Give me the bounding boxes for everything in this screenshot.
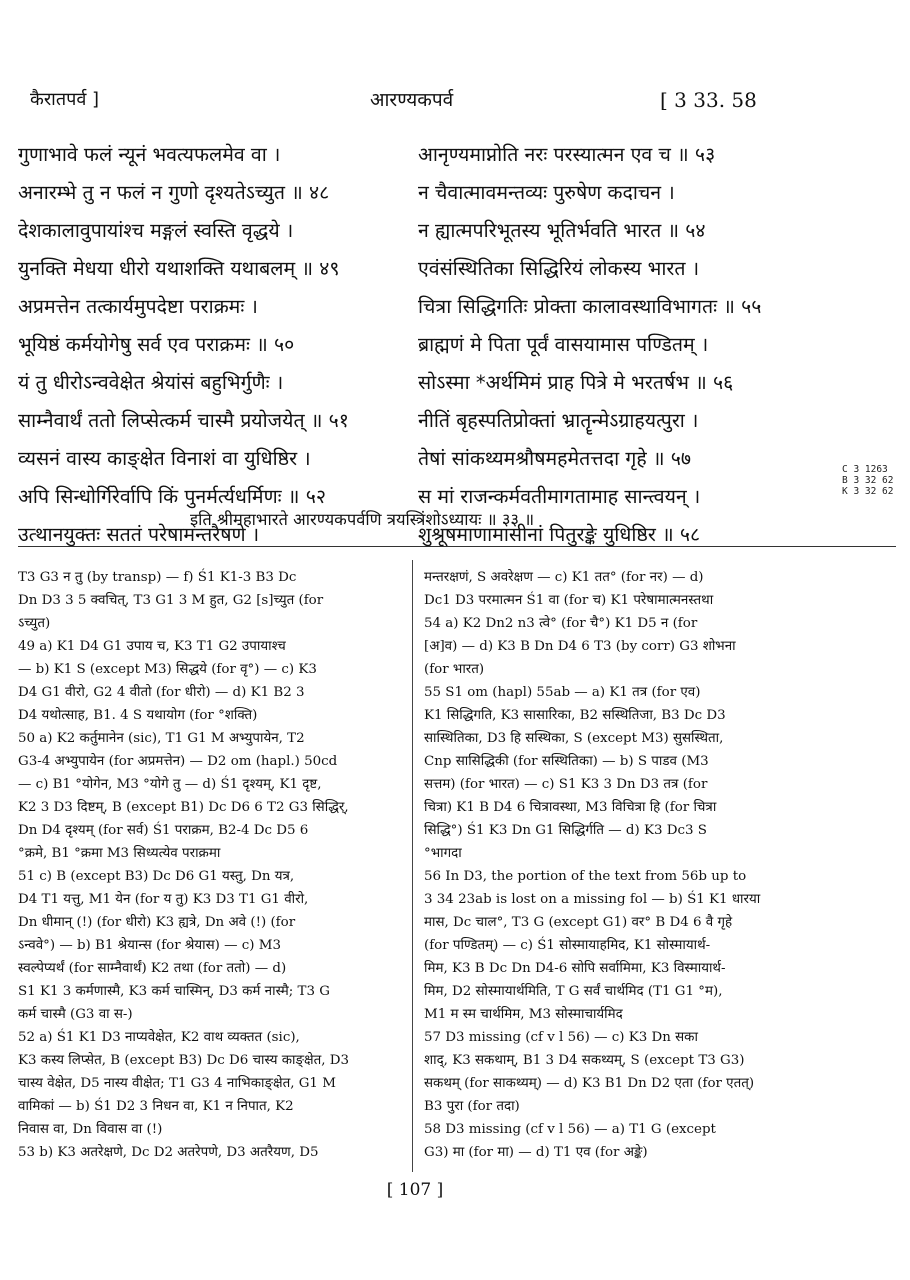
apparatus-line: चित्रा) K1 B D4 6 चित्रावस्था, M3 विचित्रा हि (for चित्रा (424, 800, 717, 815)
apparatus-line: सत्तम) (for भारत) — c) S1 K3 3 Dn D3 तत्र (for (424, 777, 708, 792)
apparatus-line: Dn धीमान् (!) (for धीरो) K3 ह्यत्रे, Dn अवे (!) (for (18, 915, 296, 930)
running-header-title: आरण्यकपर्व (370, 89, 454, 111)
verse-line: अप्रमत्तेन तत्कार्यमुपदेष्टा पराक्रमः । (18, 295, 258, 318)
apparatus-line: D4 G1 वीरो, G2 4 वीतो (for धीरो) — d) K1 B2 3 (18, 685, 305, 700)
apparatus-line: मिम, K3 B Dc Dn D4-6 सोपि सर्वामिमा, K3 विस्मायार्थ- (424, 961, 726, 976)
verse-line: चित्रा सिद्धिगतिः प्रोक्ता कालावस्थाविभागतः ॥ ५५ (418, 295, 762, 318)
apparatus-line: 55 S1 om (hapl) 55ab — a) K1 तत्र (for एव) (424, 685, 701, 700)
verse-line: व्यसनं वास्य काङ्क्षेत विनाशं वा युधिष्ठिर । (18, 447, 311, 470)
apparatus-line: M1 म स्म चार्थमिम, M3 सोस्माचार्यमिद (424, 1007, 623, 1022)
verse-line: अपि सिन्धोर्गिरेर्वापि किं पुनर्मर्त्यधर्मिणः ॥ ५२ (18, 485, 326, 508)
page-number: [ 107 ] (386, 1180, 444, 1200)
apparatus-line: °क्रमे, B1 °क्रमा M3 सिध्यत्येव पराक्रमा (18, 846, 221, 861)
apparatus-line: ऽन्ववे°) — b) B1 श्रेयान्स (for श्रेयास) — c) M3 (18, 938, 281, 953)
chapter-colophon: इति श्रीमहाभारते आरण्यकपर्वणि त्रयस्त्रिंशोऽध्यायः ॥ ३३ ॥ (190, 510, 535, 529)
apparatus-line: मास, Dc चाल°, T3 G (except G1) वर° B D4 6 वै गृहे (424, 915, 733, 930)
apparatus-line: 58 D3 missing (cf v l 56) — a) T1 G (except (424, 1122, 716, 1137)
apparatus-line: K1 सिद्धिगति, K3 सासारिका, B2 सस्थितिजा, B3 Dc D3 (424, 708, 726, 723)
running-header-reference: [ 3 33. 58 (660, 88, 757, 112)
apparatus-line: 51 c) B (except B3) Dc D6 G1 यस्तु, Dn यत्र, (18, 869, 295, 884)
apparatus-line: G3-4 अभ्युपायेन (for अप्रमत्तेन) — D2 om (hapl.) 50cd (18, 754, 338, 769)
apparatus-line: [अ]व) — d) K3 B Dn D4 6 T3 (by corr) G3 शोभना (424, 639, 736, 654)
verse-line: अनारम्भे तु न फलं न गुणो दृश्यतेऽच्युत ॥ ४८ (18, 181, 330, 204)
verse-line: सोऽस्मा *अर्थमिमं प्राह पित्रे मे भरतर्षभ ॥ ५६ (418, 371, 734, 394)
apparatus-line: K2 3 D3 दिष्टम्, B (except B1) Dc D6 6 T2 G3 सिद्धिर्, (18, 800, 349, 815)
apparatus-line: कर्म चास्मै (G3 वा स-) (18, 1007, 133, 1022)
apparatus-column-left (18, 566, 404, 1164)
apparatus-line: 57 D3 missing (cf v l 56) — c) K3 Dn सका (424, 1030, 698, 1045)
apparatus-line: निवास वा, Dn विवास वा (!) (18, 1122, 163, 1137)
apparatus-line: (for पण्डितम्) — c) Ś1 सोस्मायाहमिद, K1 सोस्मायार्थ- (424, 938, 711, 953)
apparatus-line: D4 T1 यत्तु, M1 येन (for य तु) K3 D3 T1 G1 वीरो, (18, 892, 309, 907)
apparatus-line: 52 a) Ś1 K1 D3 नाप्यवेक्षेत, K2 वाथ व्यक्तत (sic), (18, 1030, 300, 1045)
apparatus-line: स्वल्पेप्यर्थं (for साम्नैवार्थं) K2 तथा (for ततो) — d) (18, 961, 287, 976)
horizontal-rule (18, 546, 896, 547)
apparatus-line: °भागदा (424, 846, 462, 861)
verse-line: तेषां सांकथ्यमश्रौषमहमेतत्तदा गृहे ॥ ५७ (418, 447, 692, 470)
apparatus-line: Dn D3 3 5 क्वचित्, T3 G1 3 M हुत, G2 [s]च्युत (for (18, 593, 324, 608)
apparatus-line: ऽच्युत) (18, 616, 51, 631)
apparatus-line: G3) मा (for मा) — d) T1 एव (for अङ्के) (424, 1145, 648, 1160)
apparatus-line: — b) K1 S (except M3) सिद्धये (for वृ°) — c) K3 (18, 662, 317, 677)
apparatus-line: B3 पुरा (for तदा) (424, 1099, 520, 1114)
verse-line: यं तु धीरोऽन्ववेक्षेत श्रेयांसं बहुभिर्गुणैः । (18, 371, 284, 394)
apparatus-line: सकथम् (for साकथ्यम्) — d) K3 B1 Dn D2 एता (for एतत्) (424, 1076, 755, 1091)
verse-line: देशकालावुपायांश्च मङ्गलं स्वस्ति वृद्धये । (18, 219, 294, 242)
apparatus-line: 3 34 23ab is lost on a missing fol — b) Ś1 K1 धारया (424, 892, 761, 907)
apparatus-line: मन्तरक्षणं, S अवरेक्षण — c) K1 तत° (for नर) — d) (424, 570, 704, 585)
verse-line: गुणाभावे फलं न्यूनं भवत्यफलमेव वा । (18, 143, 281, 166)
apparatus-line: (for भारत) (424, 662, 485, 677)
verse-line: साम्नैवार्थं ततो लिप्सेत्कर्म चास्मै प्रयोजयेत् ॥ ५१ (18, 409, 349, 432)
verse-line: भूयिष्ठं कर्मयोगेषु सर्व एव पराक्रमः ॥ ५० (18, 333, 295, 356)
apparatus-line: D4 यथोत्साह, B1. 4 S यथायोग (for °शक्ति) (18, 708, 258, 723)
apparatus-column-right (424, 566, 800, 1164)
verse-line: युनक्ति मेधया धीरो यथाशक्ति यथाबलम् ॥ ४९ (18, 257, 340, 280)
verse-line: शुश्रूषमाणामासीनां पितुरङ्के युधिष्ठिर ॥ ५८ (418, 523, 701, 546)
column-divider (412, 560, 413, 1172)
apparatus-line: चास्य वेक्षेत, D5 नास्य वीक्षेत; T1 G3 4 नाभिकाङ्क्षेत, G1 M (18, 1076, 336, 1091)
verse-line: ब्राह्मणं मे पिता पूर्वं वासयामास पण्डितम् । (418, 333, 709, 356)
apparatus-line: 53 b) K3 अतरेक्षणे, Dc D2 अतरेपणे, D3 अतरैयण, D5 (18, 1145, 319, 1160)
verse-line: न चैवात्मावमन्तव्यः पुरुषेण कदाचन । (418, 181, 675, 204)
verse-line: आनृण्यमाप्नोति नरः परस्यात्मन एव च ॥ ५३ (418, 143, 716, 166)
apparatus-line: Dn D4 दृश्यम् (for सर्व) Ś1 पराक्रम, B2-4 Dc D5 6 (18, 823, 309, 838)
apparatus-line: 54 a) K2 Dn2 n3 त्वे° (for चै°) K1 D5 न (for (424, 616, 698, 631)
apparatus-line: Cnp सासिद्धिकी (for सस्थितिका) — b) S पाडव (M3 (424, 754, 709, 769)
verse-line: नीतिं बृहस्पतिप्रोक्तां भ्रातॄन्मेऽग्राहयत्पुरा । (418, 409, 699, 432)
apparatus-line: T3 G3 न तु (by transp) — f) Ś1 K1-3 B3 Dc (18, 570, 297, 585)
apparatus-line: 49 a) K1 D4 G1 उपाय च, K3 T1 G2 उपायाश्च (18, 639, 286, 654)
verse-line: स मां राजन्कर्मवतीमागतामाह सान्त्वयन् । (418, 485, 701, 508)
apparatus-line: S1 K1 3 कर्मणास्मै, K3 कर्म चास्मिन्, D3 कर्म नास्मै; T3 G (18, 984, 330, 999)
apparatus-line: — c) B1 °योगेन, M3 °योगे तु — d) Ś1 दृश्यम्, K1 दृष्ट, (18, 777, 322, 792)
margin-reference-note: C 3 1263 B 3 32 62 K 3 32 62 (842, 464, 894, 497)
apparatus-line: K3 कस्य लिप्सेत, B (except B3) Dc D6 चास्य काङ्क्षेत, D3 (18, 1053, 350, 1068)
verse-line: उत्थानयुक्तः सततं परेषामन्तरैषणे । (18, 523, 260, 546)
verse-column-left (18, 136, 406, 554)
verse-column-right (418, 136, 818, 554)
apparatus-line: 56 In D3, the portion of the text from 56b up to (424, 869, 747, 884)
apparatus-line: सिद्धि°) Ś1 K3 Dn G1 सिद्धिर्गति — d) K3 Dc3 S (424, 823, 707, 838)
apparatus-line: वामिकां — b) Ś1 D2 3 निधन वा, K1 न निपात, K2 (18, 1099, 294, 1114)
apparatus-line: सास्थितिका, D3 हि सस्थिका, S (except M3) सुसस्थिता, (424, 731, 724, 746)
verse-line: न ह्यात्मपरिभूतस्य भूतिर्भवति भारत ॥ ५४ (418, 219, 706, 242)
verse-line: एवंसंस्थितिका सिद्धिरियं लोकस्य भारत । (418, 257, 700, 280)
apparatus-line: 50 a) K2 कर्तुमानेन (sic), T1 G1 M अभ्युपायेन, T2 (18, 731, 305, 746)
running-header-left: कैरातपर्व ] (30, 89, 100, 110)
apparatus-line: मिम, D2 सोस्मायार्थमिति, T G सर्वं चार्थमिद (T1 G1 °म), (424, 984, 723, 999)
apparatus-line: Dc1 D3 परमात्मन Ś1 वा (for च) K1 परेषामात्मनस्तथा (424, 593, 714, 608)
apparatus-line: शाद्, K3 सकथाम्, B1 3 D4 सकथ्यम्, S (except T3 G3) (424, 1053, 745, 1068)
